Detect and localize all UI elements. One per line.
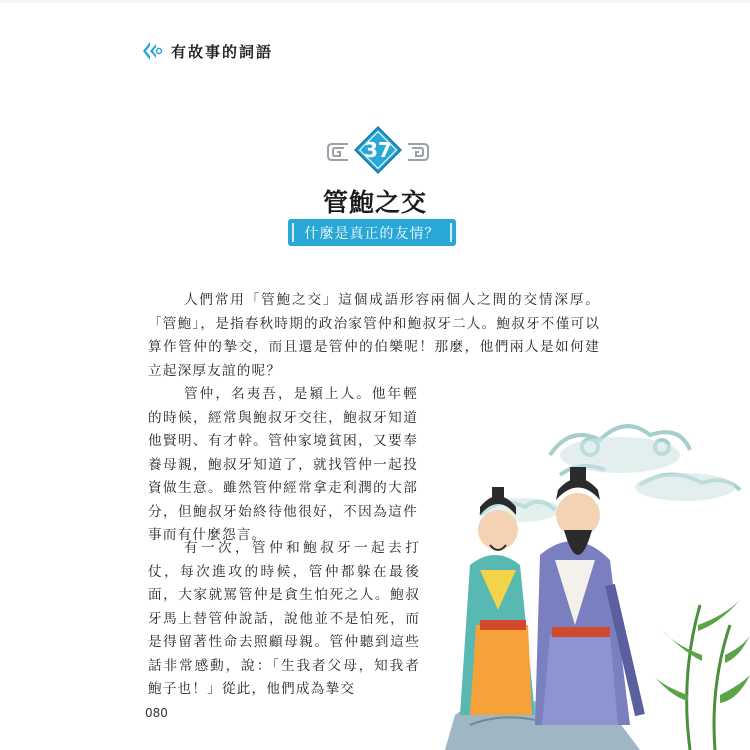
cloud-scroll-right-icon (406, 142, 430, 162)
body-paragraph-2: 管仲，名夷吾，是潁上人。他年輕的時候，經常與鮑叔牙交往，鮑叔牙知道他賢明、有才幹。管仲家境貧困，又要奉養母親，鮑叔牙知道了，就找管仲一起投資做生意。雖然管仲經常拿走利潤的大部分，但鮑叔牙始終待他很好，不因為這件事而有什麼怨言。 (148, 386, 418, 543)
chapter-subtitle-box (288, 219, 456, 246)
chapter-number: 37 (364, 138, 392, 162)
running-header (140, 38, 273, 64)
cloud-scroll-left-icon (326, 142, 350, 162)
two-ancient-scholars-illustration (440, 395, 750, 750)
book-title: 有故事的詞語 (171, 42, 274, 61)
chapter-subtitle: 什麼是真正的友情？ (304, 225, 440, 242)
page-edge (0, 0, 750, 3)
body-paragraph-1: 人們常用「管鮑之交」這個成語形容兩個人之間的交情深厚。「管鮑」，是指春秋時期的政治家管仲和鮑叔牙二人。鮑叔牙不僅可以算作管仲的摯交，而且還是管仲的伯樂呢！那麼，他們兩人是如何建立起深厚友誼的呢？ (148, 292, 600, 379)
chapter-number-badge (354, 126, 402, 174)
scroll-ornament-icon (140, 38, 164, 64)
page-number: 080 (145, 706, 168, 720)
body-paragraph-3: 有一次，管仲和鮑叔牙一起去打仗，每次進攻的時候，管仲都躲在最後面，大家就罵管仲是貪生怕死之人。鮑叔牙馬上替管仲說話，說他並不是怕死，而是得留著性命去照顧母親。管仲聽到這些話非常感動，說：「生我者父母，知我者鮑子也！」從此，他們成為摯交 (148, 540, 420, 697)
chapter-badge (318, 130, 438, 174)
chapter-title: 管鮑之交 (322, 188, 427, 217)
